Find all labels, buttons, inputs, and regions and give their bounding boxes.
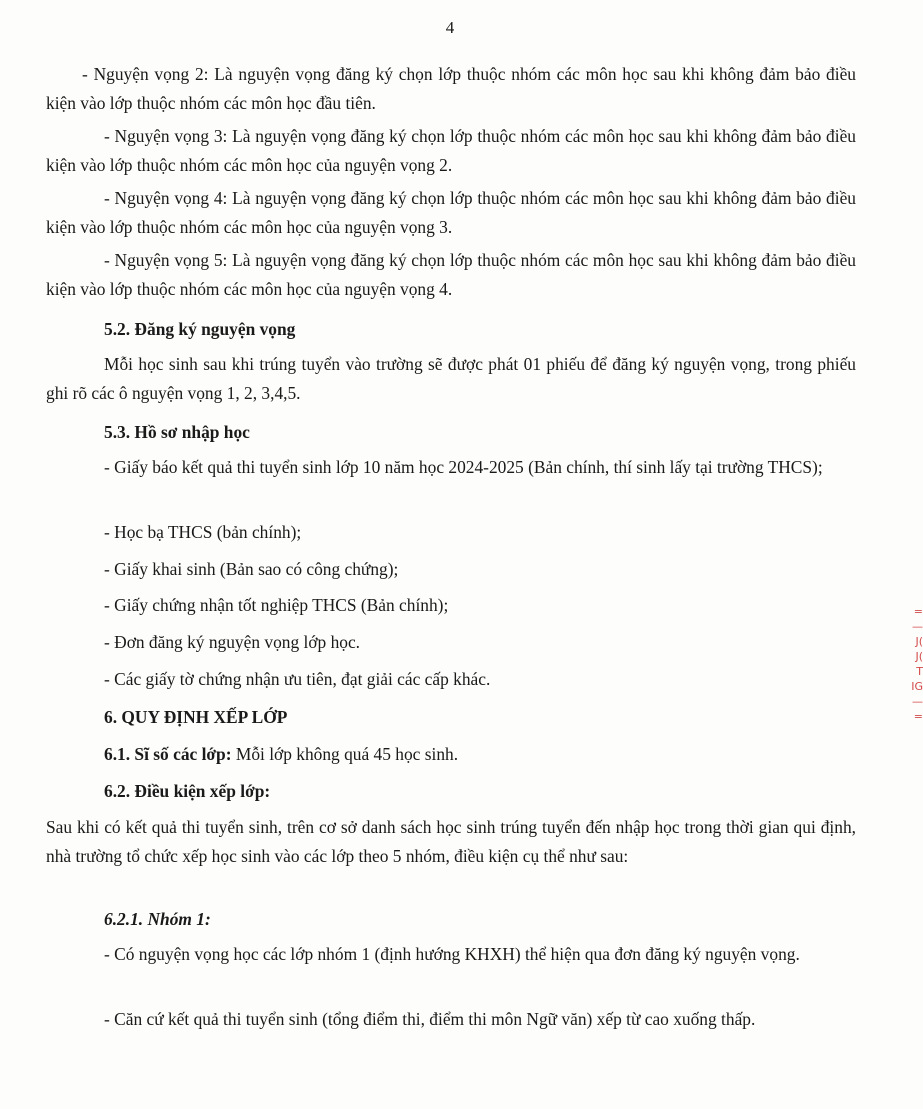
section-heading-6-2 [46, 777, 856, 806]
heading-value: Mỗi lớp không quá 45 học sinh. [231, 744, 459, 764]
paragraph-group-1-wish [46, 940, 856, 969]
paragraph-text: - Giấy khai sinh (Bản sao có công chứng); [104, 559, 399, 579]
paragraph-text: Mỗi học sinh sau khi trúng tuyển vào trường sẽ được phát 01 phiếu để đăng ký nguyện vọng, trong phiếu ghi rõ các ô nguyện vọng 1, 2, 3,4,5. [46, 354, 856, 403]
paragraph-text: Sau khi có kết quả thi tuyển sinh, trên cơ sở danh sách học sinh trúng tuyển đến nhập học trong thời gian qui định, nhà trường tổ chức xếp học sinh vào các lớp theo 5 nhóm, điều kiện cụ thể như sau: [46, 817, 856, 866]
paragraph-text: - Nguyện vọng 3: Là nguyện vọng đăng ký chọn lớp thuộc nhóm các môn học sau khi không đảm bảo điều kiện vào lớp thuộc nhóm các môn học của nguyện vọng 2. [46, 126, 856, 175]
paragraph-wish-2 [46, 60, 856, 118]
paragraph-admission-notice [46, 453, 856, 482]
paragraph-group-1-ranking [46, 1005, 856, 1034]
list-item-school-record [46, 518, 856, 547]
paragraph-text: - Nguyện vọng 5: Là nguyện vọng đăng ký chọn lớp thuộc nhóm các môn học sau khi không đảm bảo điều kiện vào lớp thuộc nhóm các môn học của nguyện vọng 4. [46, 250, 856, 299]
paragraph-text: - Nguyện vọng 4: Là nguyện vọng đăng ký chọn lớp thuộc nhóm các môn học sau khi không đảm bảo điều kiện vào lớp thuộc nhóm các môn học của nguyện vọng 3. [46, 188, 856, 237]
heading-text: 6. QUY ĐỊNH XẾP LỚP [104, 707, 288, 727]
stamp-fragment: = — J( J( T IG — = [911, 605, 923, 723]
section-heading-6-1 [46, 740, 856, 769]
heading-text: 6.2. Điều kiện xếp lớp: [104, 781, 271, 801]
paragraph-text: - Học bạ THCS (bản chính); [104, 522, 302, 542]
paragraph-wish-5 [46, 246, 856, 304]
list-item-application-form [46, 628, 856, 657]
paragraph-wish-4 [46, 184, 856, 242]
paragraph-text: - Căn cứ kết quả thi tuyển sinh (tổng điểm thi, điểm thi môn Ngữ văn) xếp từ cao xuống thấp. [104, 1009, 756, 1029]
paragraph-text: - Các giấy tờ chứng nhận ưu tiên, đạt giải các cấp khác. [104, 669, 491, 689]
section-heading-5-2 [46, 315, 856, 344]
paragraph-class-arrangement [46, 813, 856, 871]
paragraph-text: - Có nguyện vọng học các lớp nhóm 1 (định hướng KHXH) thể hiện qua đơn đăng ký nguyện vọng. [104, 944, 800, 964]
paragraph-text: - Nguyện vọng 2: Là nguyện vọng đăng ký chọn lớp thuộc nhóm các môn học sau khi không đảm bảo điều kiện vào lớp thuộc nhóm các môn học đầu tiên. [46, 64, 856, 113]
section-heading-5-3 [46, 418, 856, 447]
paragraph-text [46, 740, 856, 769]
paragraph-wish-3 [46, 122, 856, 180]
heading-text: 5.3. Hồ sơ nhập học [104, 422, 250, 442]
section-heading-6 [46, 703, 856, 732]
list-item-birth-certificate [46, 555, 856, 584]
paragraph-text: - Đơn đăng ký nguyện vọng lớp học. [104, 632, 361, 652]
page-number: 4 [445, 18, 455, 37]
heading-text: 5.2. Đăng ký nguyện vọng [104, 319, 296, 339]
heading-label: 6.1. Sĩ số các lớp: [104, 744, 232, 764]
list-item-priority-documents [46, 665, 856, 694]
paragraph-text: - Giấy báo kết quả thi tuyển sinh lớp 10 năm học 2024-2025 (Bản chính, thí sinh lấy tại trường THCS); [104, 457, 823, 477]
section-heading-6-2-1 [46, 905, 856, 934]
paragraph-text: - Giấy chứng nhận tốt nghiệp THCS (Bản chính); [104, 595, 449, 615]
heading-text: 6.2.1. Nhóm 1: [104, 909, 211, 929]
paragraph-registration [46, 350, 856, 408]
list-item-graduation-certificate [46, 591, 856, 620]
